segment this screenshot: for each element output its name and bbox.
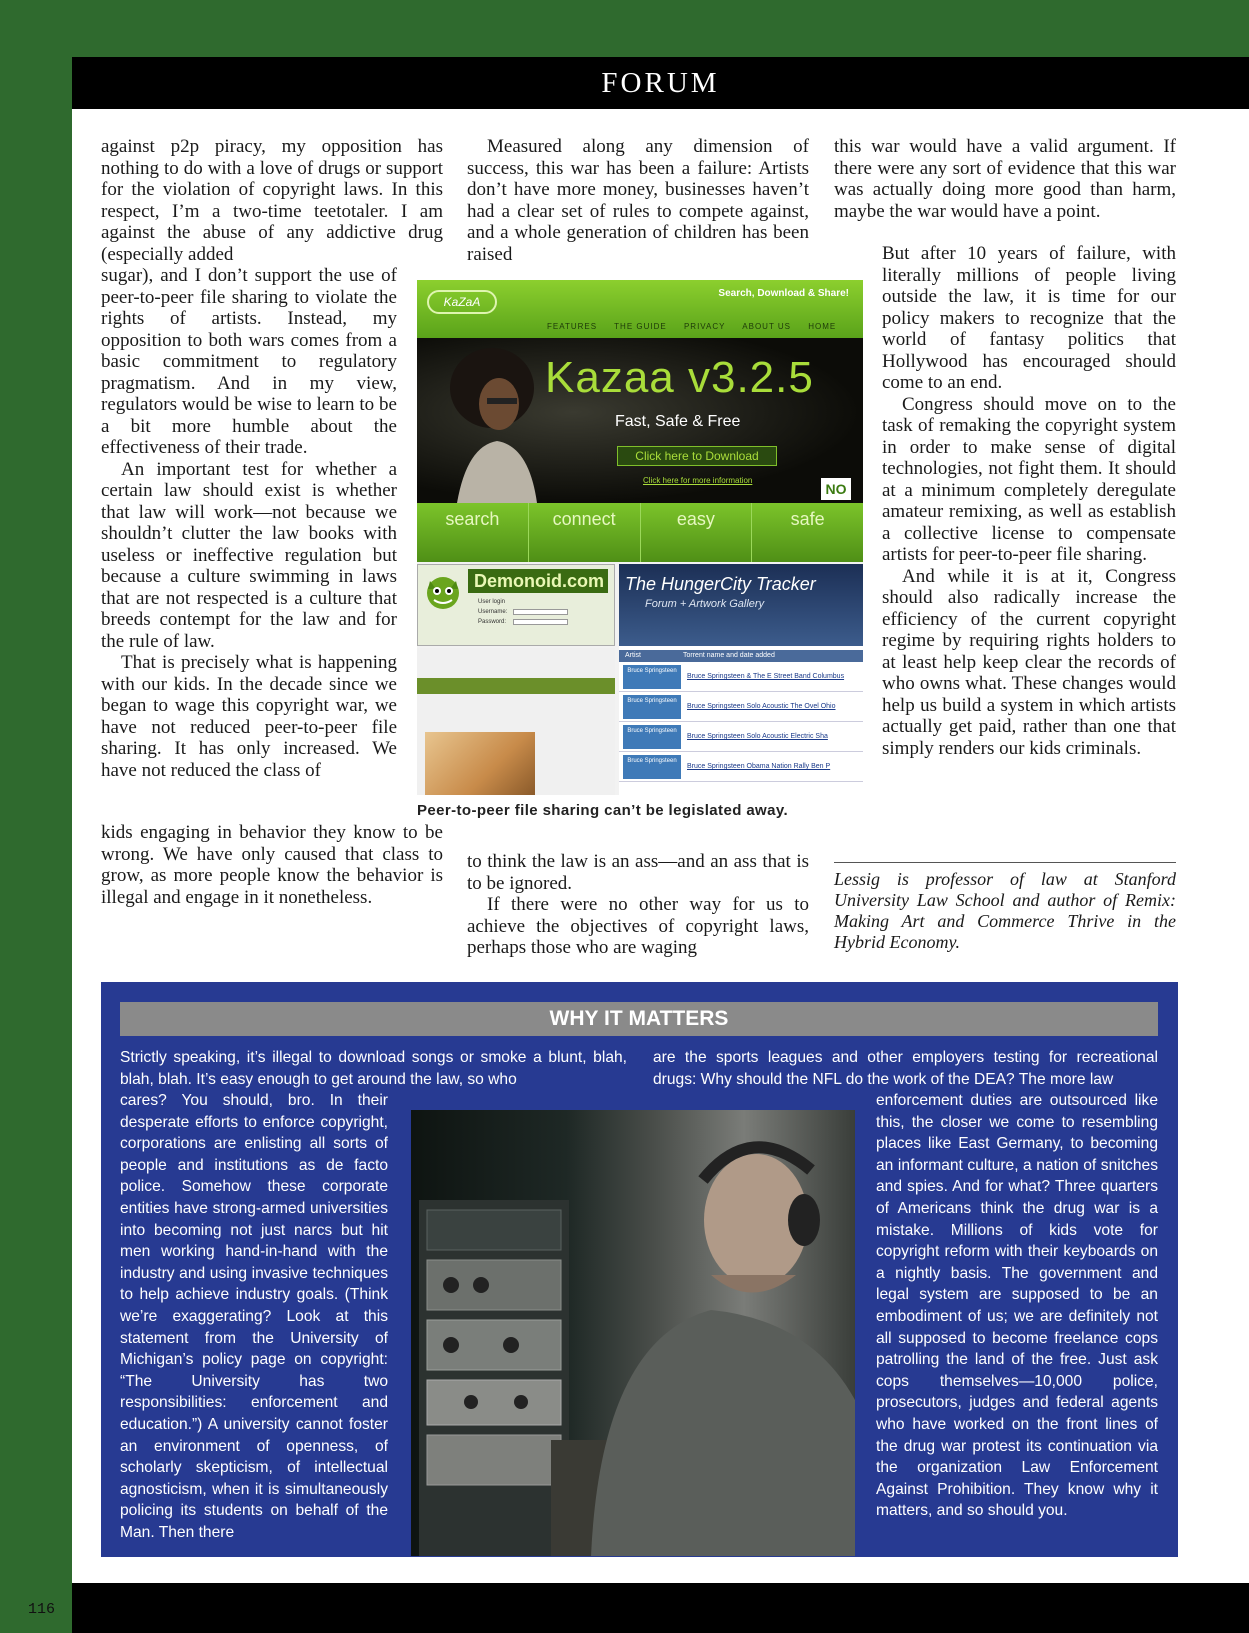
kazaa-nav-item: ABOUT US: [742, 322, 792, 331]
kazaa-more-info-link: Click here for more information: [643, 476, 753, 485]
page-number: 116: [28, 1601, 56, 1618]
login-label: Username:: [478, 609, 508, 615]
column-header: Torrent name and date added: [683, 652, 775, 659]
article-paragraph: If there were no other way for us to achieve the objectives of copyright laws, perhaps those who are waging: [467, 894, 809, 958]
login-label: User login: [478, 599, 506, 605]
article-paragraph: against p2p piracy, my opposition has nothing to do with a love of drugs or support for the violation of copyright laws. In this respect, I’m a two-time teetotaler. I am against the abuse of any addictive drug (especially added: [101, 136, 443, 265]
torrent-name: Bruce Springsteen & The E Street Band Columbus: [687, 673, 845, 680]
demonoid-screenshot: [417, 564, 615, 646]
article-paragraph: Measured along any dimension of success, this war has been a failure: Artists don’t have more money, businesses haven’t had a clear set of rules to compete against, and a whole generation of children has been raised: [467, 136, 809, 265]
hungercity-screenshot: [619, 564, 863, 795]
kazaa-badge: NO: [821, 478, 851, 500]
artist-badge: Bruce Springsteen: [623, 695, 681, 719]
article-column-1-top: [101, 136, 443, 265]
footer-bar: [72, 1583, 1249, 1633]
torrent-table-header: [619, 650, 863, 662]
section-header: FORUM: [72, 57, 1249, 109]
listening-man-illustration: [411, 1110, 855, 1556]
man-figure: [591, 1147, 855, 1556]
article-paragraph: That is precisely what is happening with our kids. In the decade since we began to wage this copyright war, we have not reduced peer-to-peer file sharing. It has only increased. We have not reduced the class of: [101, 652, 397, 781]
article-column-2-bottom: [467, 851, 809, 959]
figure-caption: Peer-to-peer file sharing can’t be legislated away.: [417, 802, 789, 819]
demonoid-listing-screenshot: [417, 648, 615, 795]
demonoid-logo: Demonoid.com: [468, 569, 608, 593]
why-it-matters-title: WHY IT MATTERS: [120, 1002, 1158, 1036]
artist-badge: Bruce Springsteen: [623, 755, 681, 779]
kazaa-nav-item: FEATURES: [547, 322, 598, 331]
artist-badge: Bruce Springsteen: [623, 725, 681, 749]
login-label: Password:: [478, 619, 507, 625]
article-column-1-bottom: [101, 822, 443, 908]
article-paragraph: to think the law is an ass—and an ass that is to be ignored.: [467, 851, 809, 894]
column-header: Artist: [625, 652, 641, 659]
kazaa-logo: KaZaA: [427, 290, 497, 314]
kazaa-feature-bar: [417, 503, 863, 562]
sidebar-column-1-top: Strictly speaking, it’s illegal to download songs or smoke a blunt, blah, blah, blah. It’s easy enough to get around the law, so who: [120, 1049, 627, 1088]
table-row: [619, 752, 863, 782]
hungercity-header: [619, 564, 863, 646]
torrent-name: Bruce Springsteen Solo Acoustic The Ovel Ohio: [687, 703, 836, 710]
article-paragraph: kids engaging in behavior they know to be wrong. We have only caused that class to grow, as more people know the behavior is illegal and engage in it nonetheless.: [101, 822, 443, 908]
person-silhouette-icon: [437, 346, 547, 503]
kazaa-nav-item: PRIVACY: [683, 322, 726, 331]
sidebar-column-2-top: are the sports leagues and other employers testing for recreational drugs: Why should the NFL do the work of the DEA? The more law: [653, 1049, 1158, 1088]
password-field: [513, 619, 568, 625]
article-paragraph: Congress should move on to the task of remaking the copyright system in order to make sense of digital technologies, not fight them. It should at a minimum completely deregulate amateur remixing, as well as establish a collective license to compensate artists for peer-to-peer file sharing.: [882, 393, 1176, 565]
article-column-1-middle: [101, 265, 397, 781]
article-paragraph: An important test for whether a certain law should exist is whether that law will work—not because we shouldn’t clutter the law books with useless or ineffective regulation but because a culture swimming in laws that are not respected is a culture that breeds contempt for the law and for the rule of law.: [101, 458, 397, 652]
torrent-table: [619, 650, 863, 782]
demon-mascot-icon: [422, 571, 464, 613]
article-column-3-top: [834, 136, 1176, 236]
artist-badge: Bruce Springsteen: [623, 665, 681, 689]
article-paragraph: And while it is at it, Congress should also radically increase the efficiency of the current copyright regime by requiring rights holders to at least help keep clear the records of who owns what. These changes would help us build a system in which artists actually get paid, rather than one that simply renders our kids criminals.: [882, 565, 1176, 759]
byline-divider: [834, 862, 1176, 863]
torrent-name: Bruce Springsteen Solo Acoustic Electric Sha: [687, 733, 828, 740]
hungercity-subtitle: Forum + Artwork Gallery: [645, 598, 765, 610]
table-row: [619, 662, 863, 692]
kazaa-subtitle: Fast, Safe & Free: [615, 413, 741, 430]
article-column-2-top: [467, 136, 809, 265]
article-paragraph: this war would have a valid argument. If there were any sort of evidence that this war was actually doing more good than harm, maybe the war would have a point.: [834, 136, 1176, 222]
kazaa-feature: easy: [641, 503, 753, 562]
kazaa-feature: connect: [529, 503, 641, 562]
radio-equipment-rack: [419, 1200, 569, 1556]
sidebar-column-1: cares? You should, bro. In their desperate efforts to enforce copyright, corporations are enlisting all sorts of people and institutions as de facto police. Somehow these corporate entities have strong-armed universities into becoming not just narcs but hit men working hand-in-hand with the industry and using invasive techniques to help achieve industry goals. (Think we’re exaggerating? Look at this statement from the University of Michigan’s policy page on copyright: “The University has two responsibilities: enforcement and education.”) A university cannot foster an environment of openness, of scholarly skepticism, of intellectual agnosticism, when it is simultaneously policing its students on behalf of the Man. Then there: [120, 1092, 388, 1541]
kazaa-feature: search: [417, 503, 529, 562]
kazaa-feature: safe: [790, 509, 825, 529]
article-column-3-body: [882, 243, 1176, 759]
torrent-name: Bruce Springsteen Obama Nation Rally Ben P: [687, 763, 831, 770]
table-row: [619, 722, 863, 752]
kazaa-nav-item: THE GUIDE: [614, 322, 667, 331]
listing-header-band: [417, 678, 615, 694]
table-row: [619, 692, 863, 722]
kazaa-nav-item: HOME: [808, 322, 837, 331]
author-byline: Lessig is professor of law at Stanford University Law School and author of Remix: Making Art and Commerce Thrive in the Hybrid Economy.: [834, 869, 1176, 952]
album-cover-thumbnail: [425, 732, 535, 795]
article-paragraph: sugar), and I don’t support the use of peer-to-peer file sharing to violate the rights of artists. Instead, my opposition to both wars comes from a basic commitment to regulatory pragmatism. And in my view, regulators would be wise to learn to be a bit more humble about the effectiveness of their trade.: [101, 265, 397, 458]
screenshot-collage: [417, 280, 863, 795]
hungercity-title: The HungerCity Tracker: [625, 574, 816, 594]
sidebar-column-2: enforcement duties are outsourced like this, the closer we come to resembling places like East Germany, to becoming an informant culture, a nation of snitches and spies. And for what? Three quarters of Americans think the drug war is a mistake. Millions of kids vote for copyright reform with their keyboards on a nightly basis. The government and legal system are supposed to be an embodiment of us; we are definitely not all supposed to become freelance cops patrolling the land of the free. Just ask cops themselves—10,000 police, prosecutors, judges and federal agents who have worked on the front lines of the drug war protest its continuation via the organization Law Enforcement Against Prohibition. They know why it matters, and so should you.: [876, 1092, 1158, 1520]
kazaa-screenshot: [417, 280, 863, 562]
surveillance-photo: [411, 1110, 855, 1556]
kazaa-download-button: Click here to Download: [617, 446, 777, 466]
username-field: [513, 609, 568, 615]
kazaa-hero: [417, 338, 863, 503]
article-paragraph: But after 10 years of failure, with literally millions of people living outside the law, it is time for our policy makers to recognize that the world of fantasy politics that Hollywood has encouraged should come to an end.: [882, 243, 1176, 393]
kazaa-tagline: Search, Download & Share!: [718, 288, 849, 299]
kazaa-nav: [547, 322, 850, 331]
kazaa-title: Kazaa v3.2.5: [545, 353, 814, 402]
